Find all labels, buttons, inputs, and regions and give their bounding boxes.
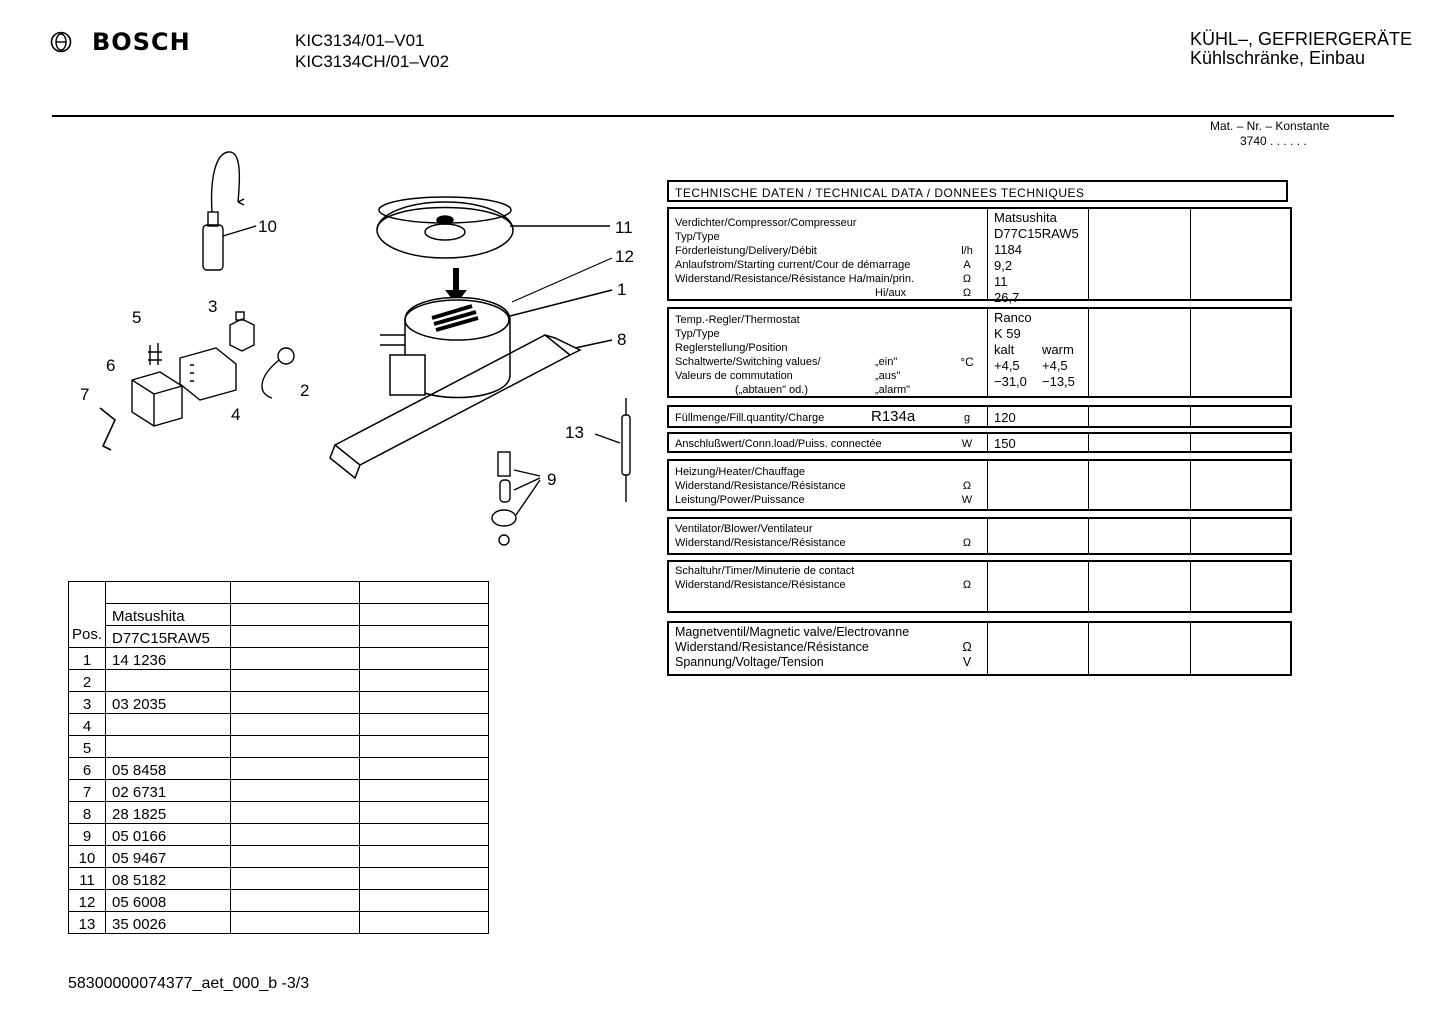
table-cell xyxy=(231,802,360,824)
callout-13: 13 xyxy=(565,423,584,442)
value: 11 xyxy=(994,274,1008,289)
table-cell xyxy=(360,802,489,824)
value-column xyxy=(987,309,1089,396)
charge-block xyxy=(667,405,1292,428)
valve-block xyxy=(667,621,1292,676)
heater-block xyxy=(667,459,1292,511)
value-column xyxy=(1088,519,1191,553)
unit xyxy=(955,522,979,536)
table-cell xyxy=(231,736,360,758)
table-cell xyxy=(69,582,106,604)
label-text: Valeurs de commutation xyxy=(675,370,793,382)
label: Widerstand/Resistance/Résistance xyxy=(675,579,846,591)
callout-4: 4 xyxy=(231,405,241,424)
value-column xyxy=(1088,209,1191,299)
label: Verdichter/Compressor/Compresseur xyxy=(675,217,857,229)
timer-labels xyxy=(675,564,985,592)
part-number-cell: 05 6008 xyxy=(106,890,231,912)
category-title xyxy=(1190,30,1412,68)
mat-nr-value: 3740 . . . . . . xyxy=(1240,134,1307,148)
unit: V xyxy=(962,655,972,669)
table-cell xyxy=(360,648,489,670)
value-column xyxy=(987,519,1089,553)
table-row xyxy=(69,846,489,868)
unit xyxy=(955,465,979,479)
value: 1184 xyxy=(994,242,1022,257)
value-column xyxy=(1088,309,1191,396)
table-cell xyxy=(360,714,489,736)
table-cell xyxy=(231,824,360,846)
table-row xyxy=(69,714,489,736)
callout-10: 10 xyxy=(258,217,277,236)
aus-kalt: −31,0 xyxy=(994,374,1027,389)
part-number-cell xyxy=(106,736,231,758)
mat-nr-label: Mat. – Nr. – Konstante xyxy=(1210,119,1330,133)
table-cell xyxy=(231,890,360,912)
table-row xyxy=(69,802,489,824)
aus-warm: −13,5 xyxy=(1042,374,1075,389)
unit: Ω xyxy=(962,579,972,591)
value-column xyxy=(987,623,1089,674)
value-column xyxy=(987,562,1089,611)
charge-unit: g xyxy=(963,412,971,424)
part-6-drawing xyxy=(132,372,182,426)
table-cell xyxy=(360,626,489,648)
value xyxy=(988,373,1089,389)
conn-unit: W xyxy=(961,438,973,450)
brand-name: BOSCH xyxy=(92,28,191,56)
label: Hi/aux xyxy=(875,287,907,299)
pos-cell: 7 xyxy=(69,780,106,802)
label: Magnetventil/Magnetic valve/Electrovanne xyxy=(675,625,910,639)
table-row xyxy=(69,736,489,758)
blower-units xyxy=(955,522,979,550)
part-13-drawing xyxy=(595,398,630,502)
callout-1: 1 xyxy=(617,280,627,299)
table-cell xyxy=(360,780,489,802)
label: Temp.-Regler/Thermostat xyxy=(675,314,800,326)
category-line: Kühlschränke, Einbau xyxy=(1189,48,1366,68)
value: 26,7 xyxy=(994,290,1020,305)
label xyxy=(675,355,985,369)
table-row xyxy=(69,692,489,714)
part-number-cell: 35 0026 xyxy=(106,912,231,934)
callout-7: 7 xyxy=(80,385,90,404)
conn-label: Anschlußwert/Conn.load/Puiss. connectée xyxy=(675,438,882,450)
ein-warm: +4,5 xyxy=(1042,358,1068,373)
table-cell xyxy=(360,868,489,890)
unit: Ω xyxy=(962,640,972,654)
timer-units xyxy=(955,564,979,592)
table-row xyxy=(69,890,489,912)
value-column xyxy=(1088,623,1191,674)
value-column xyxy=(1088,461,1191,509)
header-divider xyxy=(52,115,1394,117)
table-row xyxy=(69,780,489,802)
table-row xyxy=(69,868,489,890)
pos-cell: 2 xyxy=(69,670,106,692)
table-cell xyxy=(231,692,360,714)
brand-header xyxy=(50,28,191,56)
unit: Ω xyxy=(962,287,972,299)
sublabel: „alarm" xyxy=(875,384,911,396)
value-column xyxy=(987,209,1089,305)
table-cell xyxy=(231,846,360,868)
label xyxy=(675,369,985,383)
value-column xyxy=(987,407,1089,426)
callout-11: 11 xyxy=(615,218,633,237)
table-cell xyxy=(231,912,360,934)
label: Förderleistung/Delivery/Débit xyxy=(675,245,817,257)
part-9-drawing xyxy=(492,452,540,545)
unit: Ω xyxy=(962,273,972,285)
table-cell xyxy=(231,758,360,780)
pos-cell: 3 xyxy=(69,692,106,714)
part-number-cell: 14 1236 xyxy=(106,648,231,670)
part-number-cell: 05 0166 xyxy=(106,824,231,846)
value: 150 xyxy=(994,436,1016,451)
callout-12: 12 xyxy=(615,247,634,266)
valve-labels xyxy=(675,625,985,670)
part-7-drawing xyxy=(100,408,115,450)
label: Schaltuhr/Timer/Minuterie de contact xyxy=(675,565,855,577)
label-text: Füllmenge/Fill.quantity/Charge xyxy=(675,412,825,424)
table-cell xyxy=(106,582,231,604)
heater-units xyxy=(955,465,979,507)
label-text: („abtauen" od.) xyxy=(735,384,809,396)
part-number-cell: 28 1825 xyxy=(106,802,231,824)
value-column xyxy=(1190,407,1291,426)
part-2-drawing xyxy=(262,348,294,398)
label-text: Schaltwerte/Switching values/ xyxy=(675,356,821,368)
pos-cell: 4 xyxy=(69,714,106,736)
value-column xyxy=(1190,519,1291,553)
value-column xyxy=(1190,209,1291,299)
tech-data-title: TECHNISCHE DATEN / TECHNICAL DATA / DONNEES TECHNIQUES xyxy=(667,180,1288,202)
sublabel: „aus" xyxy=(875,370,901,382)
compressor-block xyxy=(667,207,1292,305)
thermostat-unit: °C xyxy=(960,355,974,369)
value: Ranco xyxy=(994,310,1032,325)
pos-cell: 9 xyxy=(69,824,106,846)
value-column xyxy=(1190,461,1291,509)
unit xyxy=(955,230,979,244)
bosch-logo-icon xyxy=(50,31,72,53)
refrigerant: R134a xyxy=(871,408,916,425)
heater-labels xyxy=(675,465,985,507)
table-cell xyxy=(360,736,489,758)
pos-cell: 11 xyxy=(69,868,106,890)
label xyxy=(675,383,985,397)
model-number: KIC3134CH/01–V02 xyxy=(295,52,450,71)
table-cell xyxy=(231,780,360,802)
part-number-cell: 02 6731 xyxy=(106,780,231,802)
timer-block xyxy=(667,560,1292,613)
label: Typ/Type xyxy=(675,231,720,243)
connected-load-block xyxy=(667,432,1292,453)
compressor-units xyxy=(955,216,979,300)
table-cell xyxy=(231,670,360,692)
value: 120 xyxy=(994,410,1016,425)
value-column xyxy=(1190,309,1291,396)
callout-5: 5 xyxy=(132,308,142,327)
label: Widerstand/Resistance/Résistance xyxy=(675,537,846,549)
table-cell xyxy=(231,868,360,890)
pos-cell: 1 xyxy=(69,648,106,670)
part-number-cell xyxy=(106,714,231,736)
unit: Ω xyxy=(962,537,972,549)
table-cell xyxy=(360,758,489,780)
table-cell xyxy=(360,692,489,714)
label: Widerstand/Resistance/Résistance xyxy=(675,640,869,654)
unit xyxy=(955,216,979,230)
label: Reglerstellung/Position xyxy=(675,342,788,354)
charge-label xyxy=(675,410,985,425)
part-number-cell: 05 9467 xyxy=(106,846,231,868)
table-row xyxy=(69,824,489,846)
unit: W xyxy=(961,494,973,506)
unit xyxy=(955,625,979,640)
table-row xyxy=(69,912,489,934)
value xyxy=(988,341,1089,357)
document-id: 58300000074377_aet_000_b -3/3 xyxy=(68,975,310,992)
part-5-drawing xyxy=(148,343,162,365)
unit: l/h xyxy=(961,245,973,257)
pos-cell: 6 xyxy=(69,758,106,780)
position-kalt: kalt xyxy=(994,342,1015,357)
label: Widerstand/Resistance/Résistance Ha/main/prin. xyxy=(675,273,915,285)
table-cell xyxy=(360,604,489,626)
part-number-cell: 05 8458 xyxy=(106,758,231,780)
table-row xyxy=(69,648,489,670)
callout-2: 2 xyxy=(300,381,310,400)
part-number-cell xyxy=(106,670,231,692)
callout-8: 8 xyxy=(617,330,627,349)
thermostat-labels xyxy=(675,313,985,397)
value xyxy=(988,357,1089,373)
unit: A xyxy=(963,259,971,271)
value: D77C15RAW5 xyxy=(994,226,1079,241)
part-10-drawing xyxy=(203,152,256,270)
label: Typ/Type xyxy=(675,328,720,340)
blower-block xyxy=(667,517,1292,555)
callout-9: 9 xyxy=(547,470,557,489)
callout-3: 3 xyxy=(208,297,218,316)
callout-6: 6 xyxy=(106,356,116,375)
table-cell xyxy=(360,890,489,912)
label: Leistung/Power/Puissance xyxy=(675,494,805,506)
table-cell xyxy=(360,824,489,846)
label: Ventilator/Blower/Ventilateur xyxy=(675,523,813,535)
table-row xyxy=(69,758,489,780)
label: Spannung/Voltage/Tension xyxy=(675,655,824,669)
exploded-parts-drawing xyxy=(60,140,640,555)
ein-kalt: +4,5 xyxy=(994,358,1020,373)
value: K 59 xyxy=(994,326,1021,341)
value-column xyxy=(1190,562,1291,611)
table-cell xyxy=(360,670,489,692)
value-column xyxy=(987,434,1089,451)
position-warm: warm xyxy=(1042,342,1074,357)
table-cell xyxy=(231,582,360,604)
maker-cell: Matsushita xyxy=(106,604,231,626)
pos-cell: 10 xyxy=(69,846,106,868)
unit: Ω xyxy=(962,480,972,492)
value: 9,2 xyxy=(994,258,1013,273)
table-cell xyxy=(360,912,489,934)
table-cell xyxy=(69,604,106,626)
sublabel: „ein" xyxy=(875,356,898,368)
part-11-drawing xyxy=(377,197,610,258)
unit xyxy=(955,564,979,578)
table-cell xyxy=(360,582,489,604)
table-cell xyxy=(231,604,360,626)
model-numbers xyxy=(295,30,449,72)
value-column xyxy=(1190,434,1291,451)
table-cell xyxy=(231,714,360,736)
value-column xyxy=(1088,434,1191,451)
part-number-cell: 08 5182 xyxy=(106,868,231,890)
value-column xyxy=(1088,562,1191,611)
value-column xyxy=(987,461,1089,509)
valve-units xyxy=(955,625,979,670)
thermostat-block xyxy=(667,307,1292,398)
part-number-cell: 03 2035 xyxy=(106,692,231,714)
pos-cell: 13 xyxy=(69,912,106,934)
pos-cell: 5 xyxy=(69,736,106,758)
value: Matsushita xyxy=(994,210,1057,225)
part-4-drawing xyxy=(180,348,236,400)
part-3-drawing xyxy=(230,312,254,351)
table-row xyxy=(69,670,489,692)
blower-labels xyxy=(675,522,985,550)
table-cell xyxy=(231,626,360,648)
table-cell xyxy=(360,846,489,868)
pos-header: Pos. xyxy=(69,626,106,648)
model-cell: D77C15RAW5 xyxy=(106,626,231,648)
pos-cell: 12 xyxy=(69,890,106,912)
pos-cell: 8 xyxy=(69,802,106,824)
parts-table xyxy=(68,581,489,934)
label: Widerstand/Resistance/Résistance xyxy=(675,480,846,492)
mat-nr xyxy=(1210,119,1329,149)
compressor-drawing xyxy=(380,290,612,398)
category-line: KÜHL–, GEFRIERGERÄTE xyxy=(1189,29,1412,49)
label: Heizung/Heater/Chauffage xyxy=(675,466,806,478)
compressor-labels xyxy=(675,216,985,300)
model-number: KIC3134/01–V01 xyxy=(295,31,425,50)
table-cell xyxy=(231,648,360,670)
value-column xyxy=(1190,623,1291,674)
label: Anlaufstrom/Starting current/Cour de démarrage xyxy=(675,259,911,271)
value-column xyxy=(1088,407,1191,426)
